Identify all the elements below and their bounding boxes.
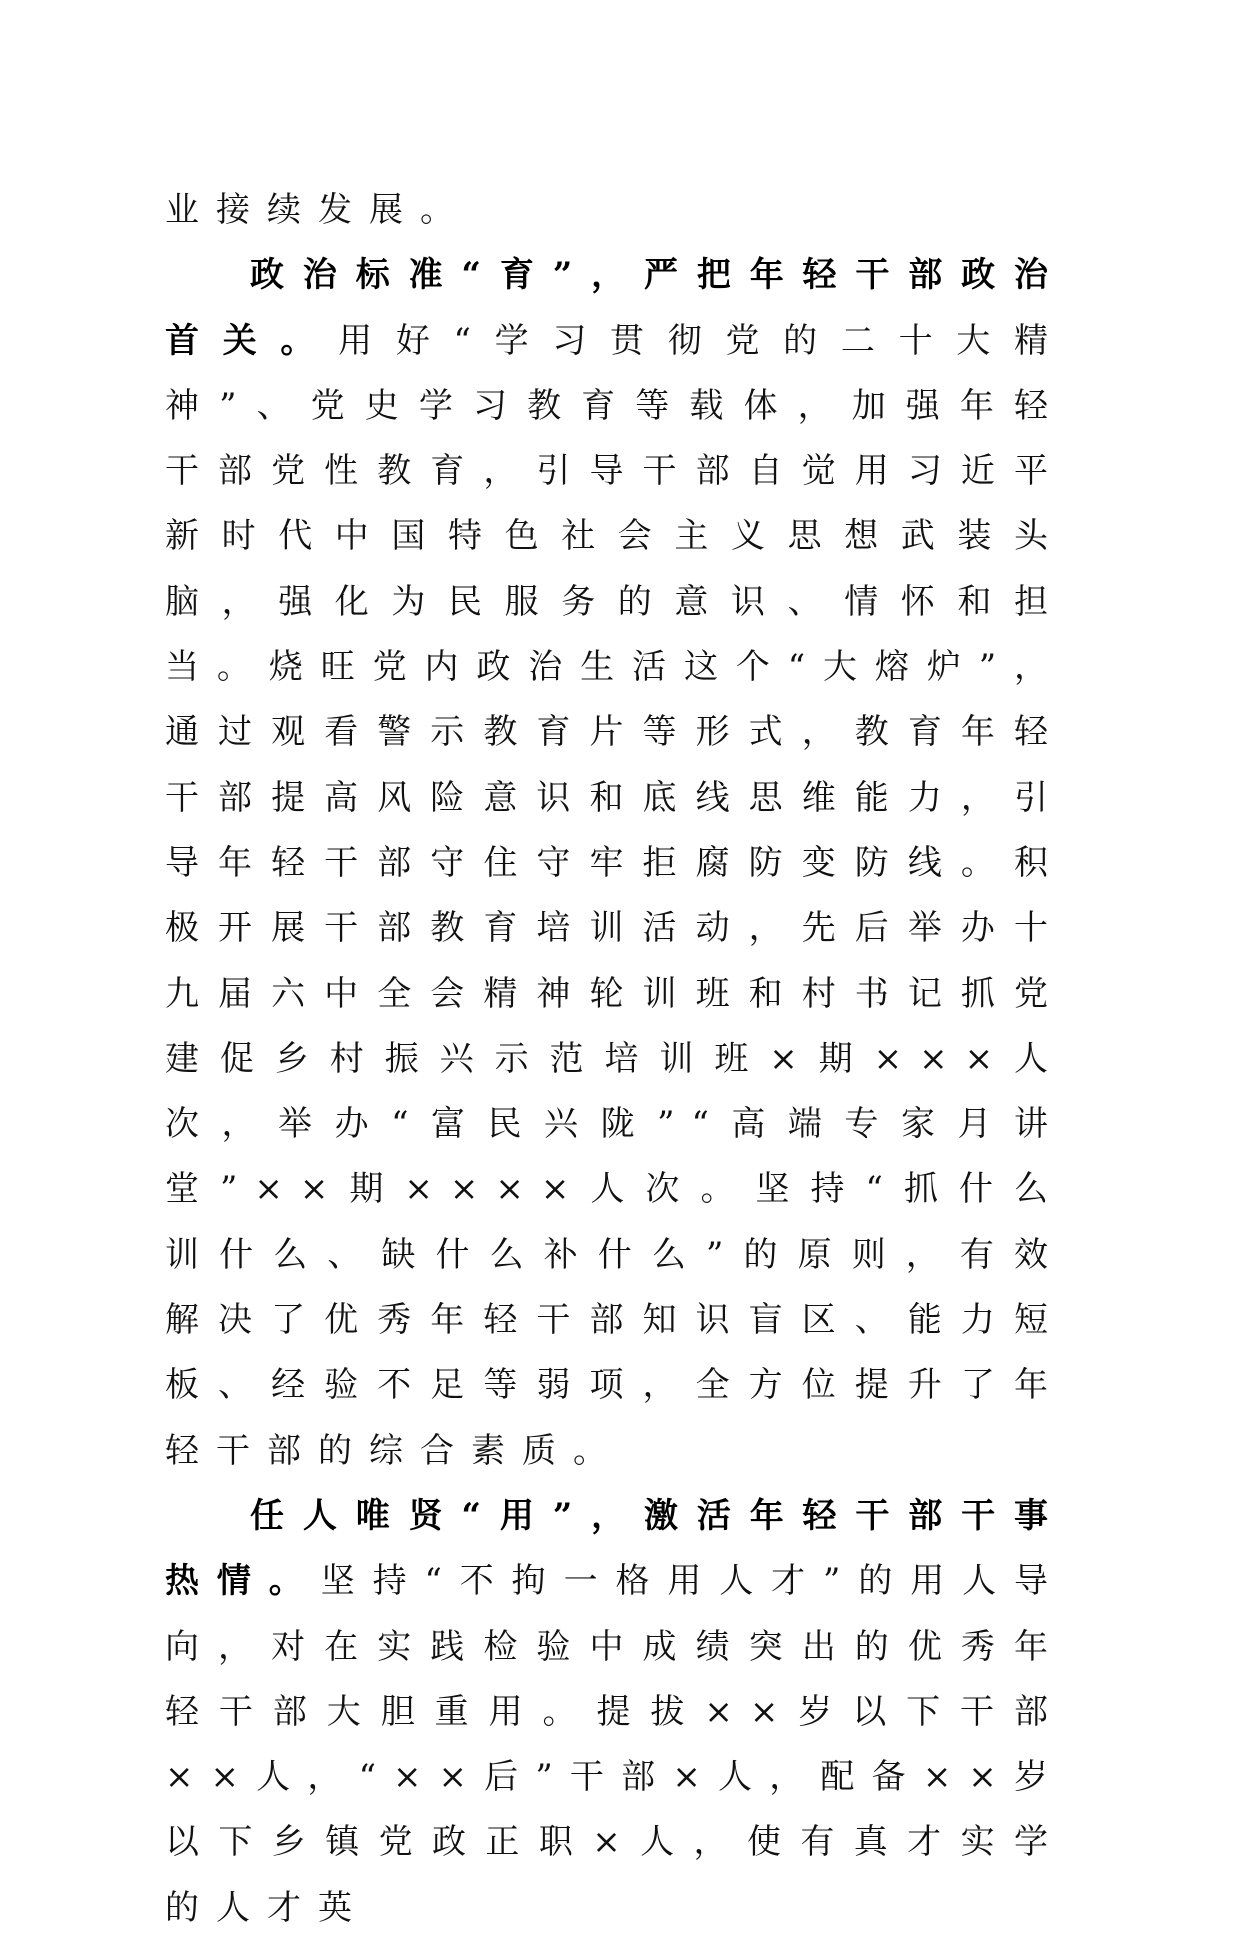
paragraph-text: 业接续发展。 bbox=[165, 190, 471, 230]
paragraph-text: 用好“学习贯彻党的二十大精神”、党史学习教育等载体，加强年轻干部党性教育，引导干部自觉用习近平新时代中国特色社会主义思想武装头脑，强化为民服务的意识、情怀和担当。烧旺党内政治生活这个“大熔炉”，通过观看警示教育片等形式，教育年轻干部提高风险意识和底线思维能力，引导年轻干部守住守牢拒腐防变防线。积极开展干部教育培训活动，先后举办十九届六中全会精神轮训班和村书记抓党建促乡村振兴示范培训班×期×××人次，举办“富民兴陇”“高端专家月讲堂”××期××××人次。坚持“抓什么训什么、缺什么补什么”的原则，有效解决了优秀年轻干部知识盲区、能力短板、经验不足等弱项，全方位提升了年轻干部的综合素质。 bbox=[165, 320, 1065, 1471]
document-body bbox=[165, 178, 1065, 1941]
paragraph-continuation bbox=[165, 178, 1065, 243]
paragraph-text: 坚持“不拘一格用人才”的用人导向，对在实践检验中成绩突出的优秀年轻干部大胆重用。提拔××岁以下干部××人，“××后”干部×人，配备××岁以下乡镇党政正职×人，使有真才实学的人才英 bbox=[165, 1561, 1066, 1928]
paragraph-heading: 任人唯贤“用”，激活年轻干部干事热情。 bbox=[165, 1495, 1065, 1602]
paragraph-merit-appointment bbox=[165, 1484, 1065, 1941]
paragraph-heading: 政治标准“育”，严把年轻干部政治首关。 bbox=[165, 255, 1065, 361]
paragraph-political-standard bbox=[165, 243, 1065, 1484]
